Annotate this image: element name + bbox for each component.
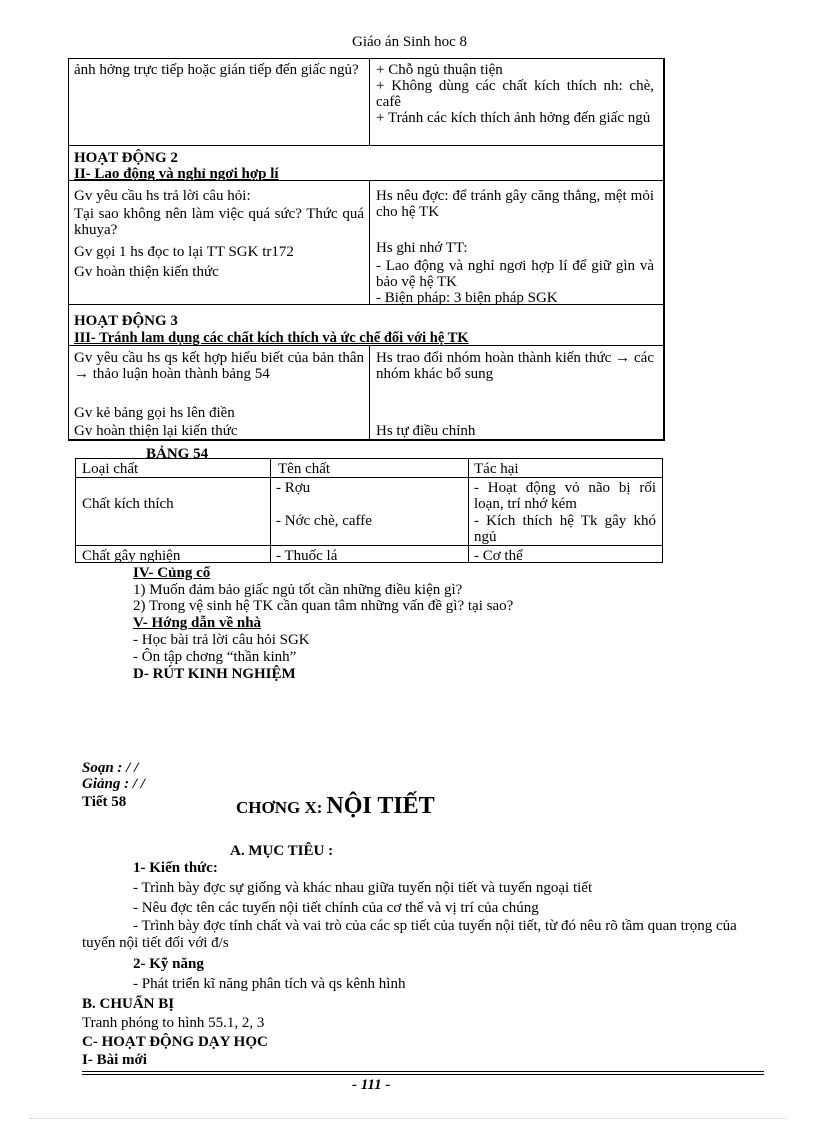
table54-row1-harm-1: - Hoạt động vỏ não bị rối loạn, trí nhớ kém [474,480,656,512]
activity1-student-3: + Tránh các kích thích ảnh hởng đến giấc ngủ [376,110,651,126]
soan-line: Soạn : / / [82,760,139,776]
activity3-teacher-3: Gv hoàn thiện lại kiến thức [74,423,238,439]
activity2-student-2: Hs ghi nhớ TT: [376,240,468,256]
activities-title: C- HOẠT ĐỘNG DẠY HỌC [82,1034,268,1050]
knowledge-title: 1- Kiến thức: [133,860,218,876]
chapter-heading [236,793,435,820]
table54-header-harm: Tác hại [474,461,519,477]
activity2-student-1: Hs nêu đợc: để tránh gây căng thẳng, mệt mỏi cho hệ TK [376,188,654,220]
table54-header-type: Loại chất [82,461,139,477]
consolidate-item-2: 2) Trong vệ sinh hệ TK cần quan tâm những vấn đề gì? tại sao? [133,598,514,614]
table54-row1-name-2: - Nớc chè, caffe [276,513,372,529]
giang-line: Giảng : / / [82,776,145,792]
activity2-title: II- Lao động và nghỉ ngơi hợp lí [74,166,279,182]
activity3-student-2: Hs tự điều chỉnh [376,423,476,439]
activity2-teacher-3: Gv gọi 1 hs đọc to lại TT SGK tr172 [74,244,294,260]
homework-item-1: - Học bài trả lời câu hỏi SGK [133,632,310,648]
activity2-label: HOẠT ĐỘNG 2 [74,150,178,166]
activity1-teacher-text: ảnh hởng trực tiếp hoặc gián tiếp đến giấc ngủ? [74,62,359,78]
table54-row2-harm: - Cơ thể [474,548,523,564]
activity2-teacher-2: Tại sao không nên làm việc quá sức? Thức quá khuya? [74,206,364,238]
homework-item-2: - Ôn tập chơng “thần kinh” [133,649,297,665]
page-bottom-edge [30,1118,786,1119]
activity3-teacher-2: Gv kẻ bảng gọi hs lên điền [74,405,235,421]
activity3-label: HOẠT ĐỘNG 3 [74,313,178,329]
homework-title: V- Hớng dẫn về nhà [133,615,262,631]
chapter-title: NỘI TIẾT [326,793,435,819]
consolidate-title: IV- Củng cố [133,565,211,581]
table54-row1-name-1: - Rợu [276,480,311,496]
activity1-student-1: + Chỗ ngủ thuận tiện [376,62,503,78]
experience-title: D- RÚT KINH NGHIỆM [133,666,296,682]
activity2-student-3: - Lao động và nghỉ ngơi hợp lí để giữ gìn và bảo vệ hệ TK [376,258,654,290]
prep-title: B. CHUẨN BỊ [82,996,175,1012]
table54-row2-name: - Thuốc lá [276,548,338,564]
activity2-teacher-1: Gv yêu cầu hs trả lời câu hỏi: [74,188,251,204]
objectives-title: A. MỤC TIÊU : [230,843,334,859]
skills-item-1: - Phát triển kĩ năng phân tích và qs kênh hình [133,976,406,992]
chapter-prefix: CHƠNG X: [236,798,323,817]
activity2-teacher-4: Gv hoàn thiện kiến thức [74,264,219,280]
footer-rule-1 [82,1071,764,1072]
activity3-title: III- Tránh lam dụng các chất kích thích và ức chế đối với hệ TK [74,330,469,346]
skills-title: 2- Kỹ năng [133,956,204,972]
consolidate-item-1: 1) Muốn đảm bảo giấc ngủ tốt cần những điều kiện gì? [133,582,463,598]
table54-row1-harm-2: - Kích thích hệ Tk gây khó ngủ [474,513,656,545]
activity2-student-4: - Biện pháp: 3 biện pháp SGK [376,290,558,306]
footer-rule-2 [82,1074,764,1075]
table54-header-name: Tên chất [278,461,331,477]
table54-row2-type: Chất gây nghiện [82,548,181,564]
activity3-teacher-1: Gv yêu cầu hs qs kết hợp hiểu biết của bản thân → thảo luận hoàn thành bảng 54 [74,350,364,382]
prep-text: Tranh phóng to hình 55.1, 2, 3 [82,1015,265,1031]
page-number: - 111 - [352,1077,391,1093]
knowledge-item-3: - Trình bày đợc tính chất và vai trò của các sp tiết của tuyến nội tiết, từ đó nêu rõ tầm quan trọng của tuyến nội tiết đối với đ/s [82,918,737,951]
page-header: Giáo án Sinh hoc 8 [352,34,467,50]
activity3-student-1: Hs trao đổi nhóm hoàn thành kiến thức → các nhóm khác bổ sung [376,350,654,382]
table54-caption: BẢNG 54 [146,446,209,462]
knowledge-item-2: - Nêu đợc tên các tuyến nội tiết chính của cơ thể và vị trí của chúng [133,900,539,916]
tiet-label: Tiết 58 [82,794,127,810]
table54-row1-type: Chất kích thích [82,496,174,512]
new-lesson-title: I- Bài mới [82,1052,147,1068]
activity1-student-2: + Không dùng các chất kích thích nh: chè, cafê [376,78,654,110]
knowledge-item-1: - Trình bày đợc sự giống và khác nhau giữa tuyến nội tiết và tuyến ngoại tiết [133,880,593,896]
